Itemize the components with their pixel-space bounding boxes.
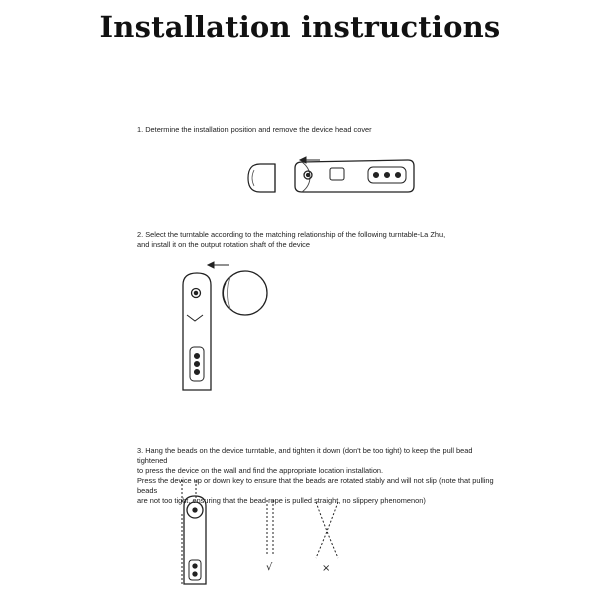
step-3-line-4: are not too tight, ensuring that the bead rope is pulled straight, no slippery phenomenon): [137, 496, 426, 505]
device-body: [295, 160, 414, 192]
step-3-line-2: to press the device on the wall and find the appropriate location installation.: [137, 466, 384, 475]
step-1-figure: [240, 150, 420, 200]
device-body: [183, 273, 211, 390]
page-title: Installation instructions: [99, 10, 501, 44]
step-3-line-1: 3. Hang the beads on the device turntable, and tighten it down (don't be too tight) to keep the pull bead tightened: [137, 446, 473, 465]
arrow-left-icon: [208, 262, 229, 268]
step-1-text: [137, 125, 497, 135]
wrong-bead-chain: [312, 500, 342, 560]
head-cover: [248, 164, 275, 192]
correct-bead-chain: [262, 498, 278, 558]
step-3-line-3: Press the device up or down key to ensure that the beads are rotated stably and will not slip (note that pulling beads: [137, 476, 494, 495]
step-1-line: 1. Determine the installation position and remove the device head cover: [137, 125, 372, 134]
device-body: [184, 496, 206, 584]
wrong-mark: ×: [322, 563, 331, 574]
step-2-figure: [175, 255, 270, 400]
correct-mark: √: [266, 562, 273, 573]
step-2-text: [137, 230, 497, 250]
turntable: [223, 271, 267, 315]
step-2-line-2: and install it on the output rotation shaft of the device: [137, 240, 310, 249]
step-3-figure: [170, 478, 220, 588]
step-2-line-1: 2. Select the turntable according to the matching relationship of the following turntable-La Zhu,: [137, 230, 446, 239]
